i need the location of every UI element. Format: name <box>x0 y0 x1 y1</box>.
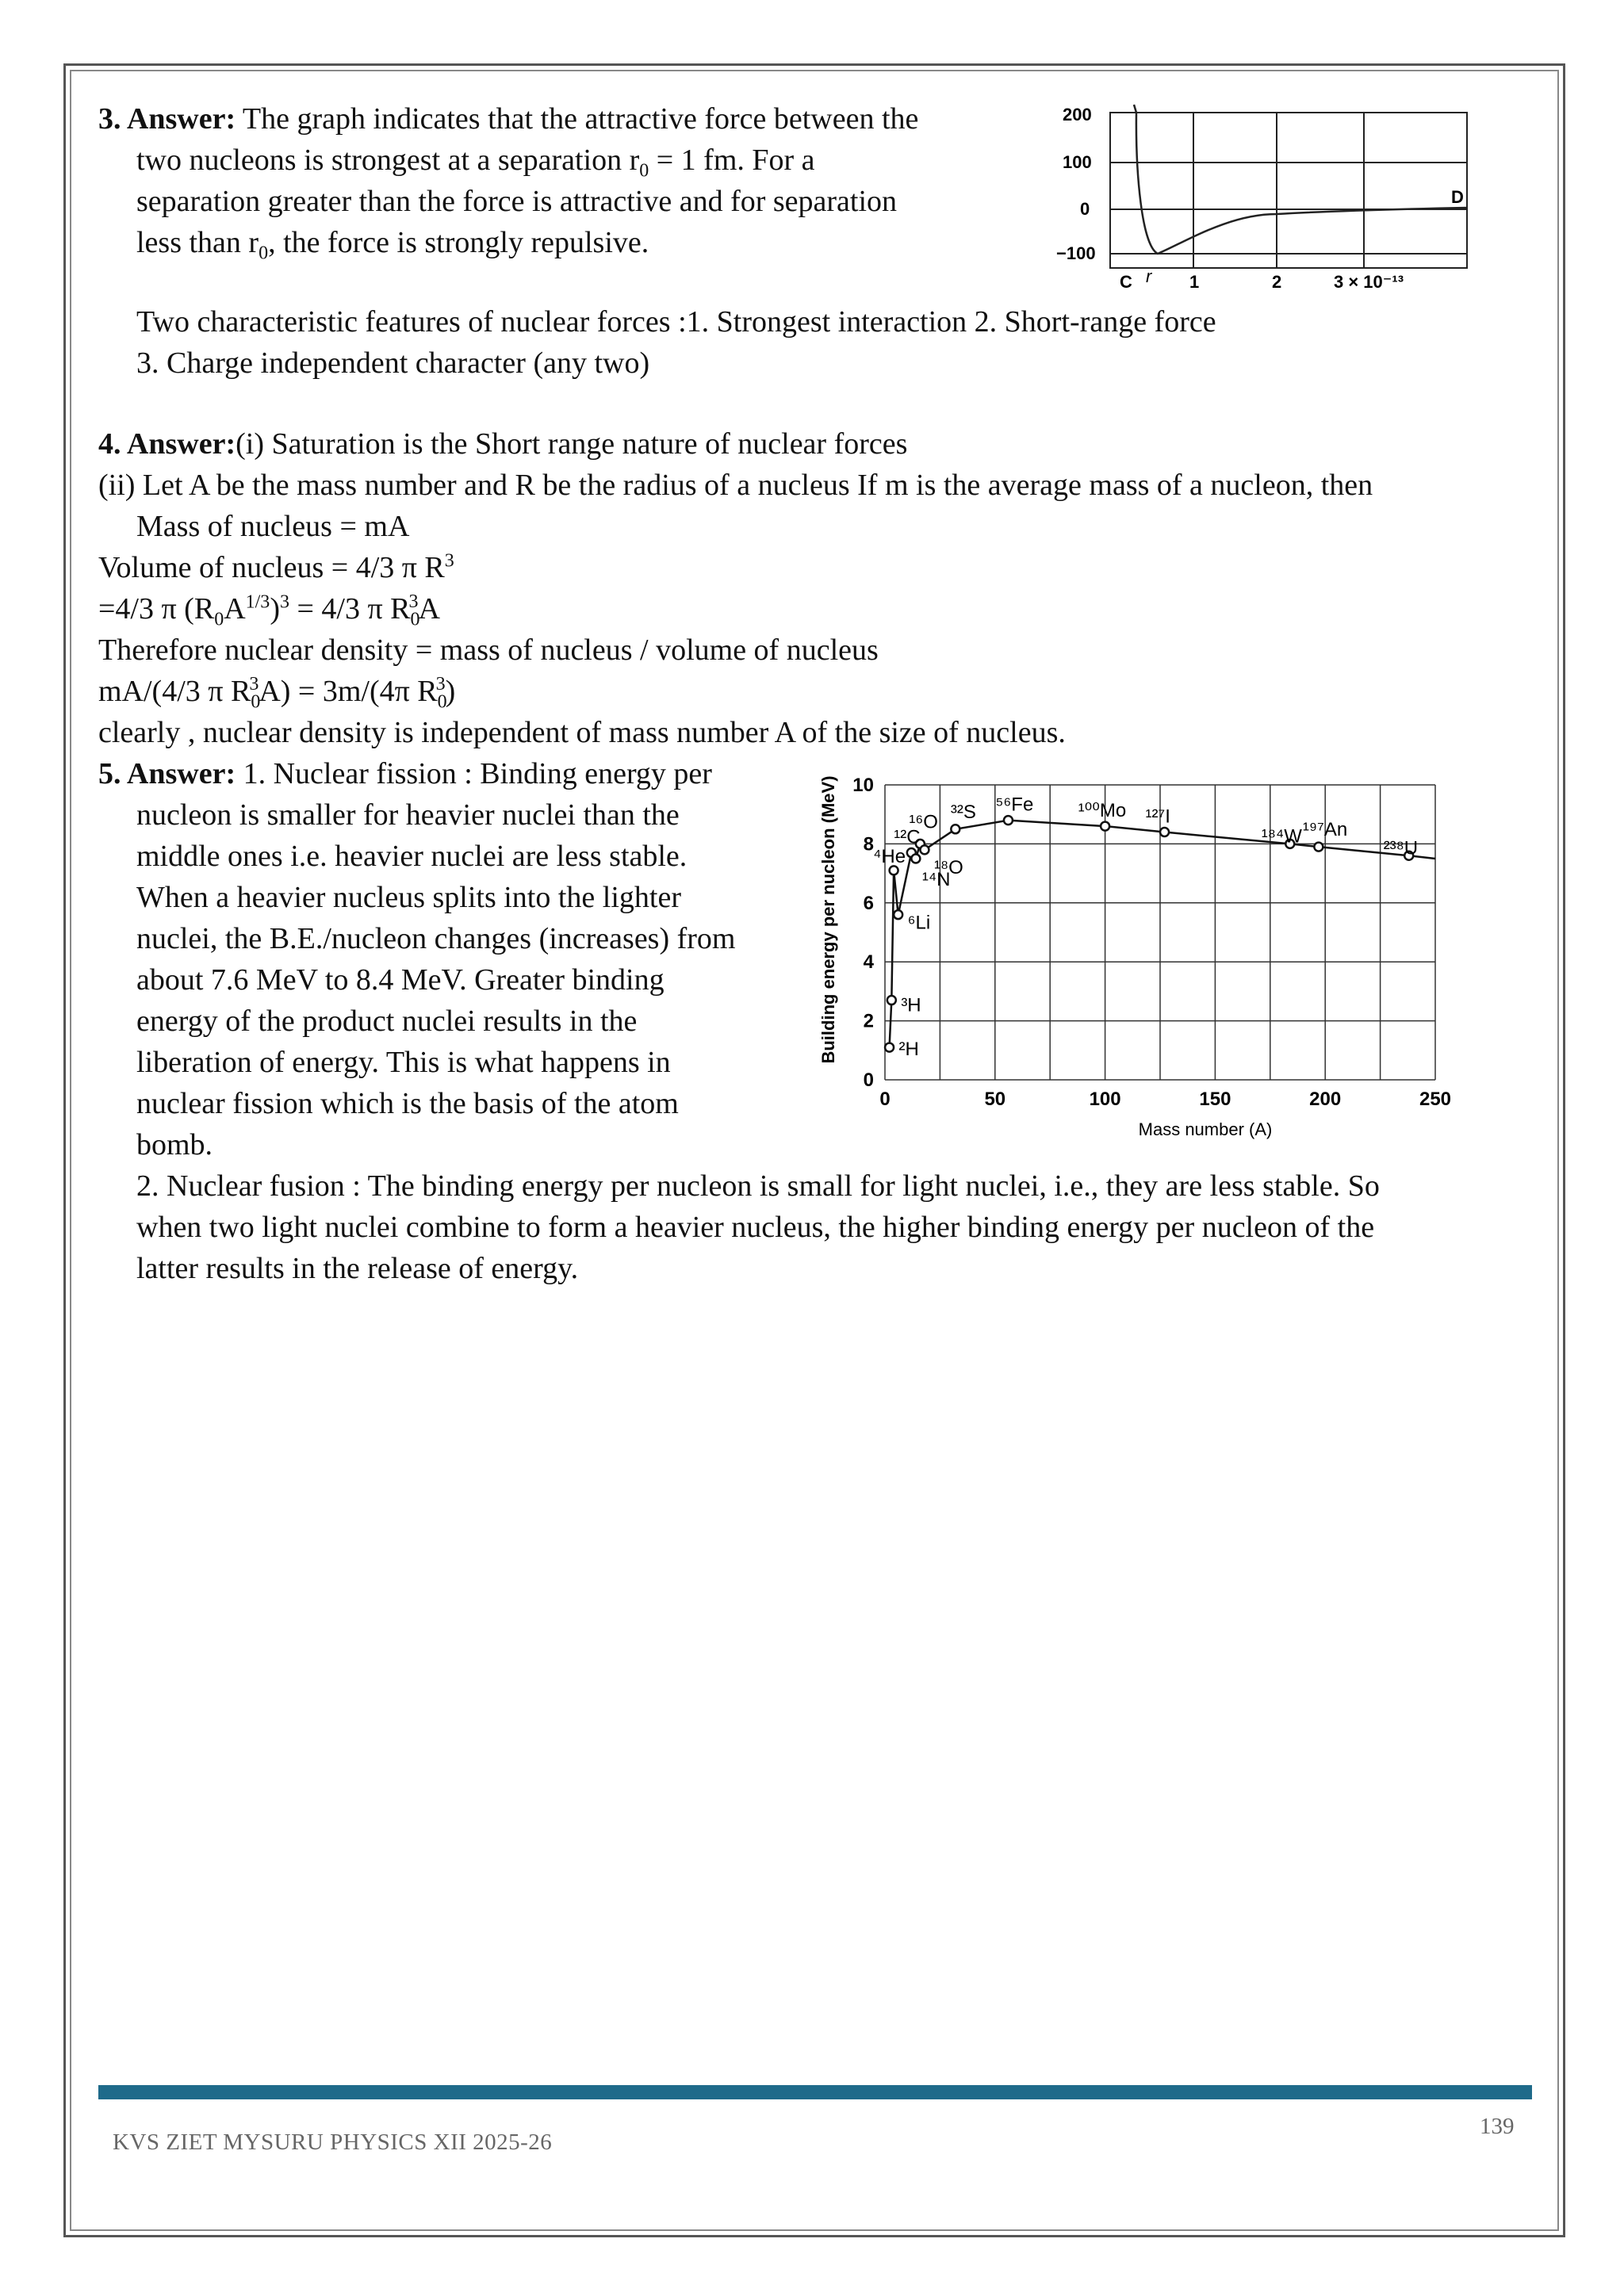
point-label: ¹⁸O <box>933 856 963 878</box>
data-point <box>920 845 929 854</box>
q5-text-1: 1. Nuclear fission : Binding energy per <box>236 757 712 790</box>
q3-text-2a: two nucleons is strongest at a separation r <box>136 144 640 177</box>
data-point <box>887 996 896 1004</box>
point-label: ¹²C <box>894 826 921 848</box>
x-tick-label: 0 <box>879 1089 891 1110</box>
x-tick-label: 150 <box>1199 1089 1231 1110</box>
q4-text-7b: A) = 3m/(4π R <box>259 675 438 708</box>
graph-y-tick-200: 200 <box>1063 105 1092 124</box>
q3-label: 3. Answer: <box>98 102 236 136</box>
point-label: ³²S <box>950 801 976 823</box>
q5-line-6: about 7.6 MeV to 8.4 MeV. Greater binding <box>136 963 665 997</box>
point-label: ²³⁸U <box>1383 837 1419 859</box>
q5-fusion-3: latter results in the release of energy. <box>136 1252 579 1285</box>
page-border-inner <box>70 70 1559 2231</box>
page-number: 139 <box>1480 2114 1515 2139</box>
q4-sup-5a: 1/3 <box>245 591 270 613</box>
y-tick-label: 0 <box>863 1070 874 1091</box>
q5-line-7: energy of the product nuclei results in the <box>136 1004 638 1038</box>
q4-text-5a: =4/3 π (R <box>98 592 215 626</box>
data-point <box>890 866 898 874</box>
graph-x-label-2: 2 <box>1272 272 1282 292</box>
chart-series-line <box>890 821 1435 1047</box>
q5-line-5: nuclei, the B.E./nucleon changes (increases) from <box>136 922 736 955</box>
q4-sub-7b: 0 <box>437 691 447 713</box>
q4-line-7 <box>98 671 455 712</box>
y-tick-label: 4 <box>863 951 874 974</box>
data-point <box>911 855 920 863</box>
q5-line-4: When a heavier nucleus splits into the lighter <box>136 881 681 914</box>
graph-x-label-c: C <box>1120 272 1132 292</box>
point-label: ⁶Li <box>907 912 931 934</box>
graph-point-d: D <box>1451 187 1464 207</box>
point-label: ¹⁹⁷An <box>1302 819 1348 841</box>
graph-x-label-1: 1 <box>1189 272 1200 292</box>
q4-text-5e: A <box>418 592 440 626</box>
point-label: ⁵⁶Fe <box>995 794 1034 816</box>
q4-line-4 <box>98 547 454 588</box>
q4-text-5b: A <box>224 592 246 626</box>
q5-label: 5. Answer: <box>98 757 236 790</box>
point-label: ²H <box>898 1039 919 1061</box>
q3-line-3: separation greater than the force is attractive and for separation <box>136 185 898 218</box>
q5-line-3: middle ones i.e. heavier nuclei are less stable. <box>136 840 688 873</box>
q3-text-4a: less than r <box>136 226 259 259</box>
q4-sup-7b: 3 <box>435 674 446 695</box>
data-point <box>1314 843 1323 851</box>
q4-line-6: Therefore nuclear density = mass of nucleus / volume of nucleus <box>98 633 879 667</box>
point-label: ¹⁸⁴W <box>1261 825 1302 848</box>
q5-line-10: bomb. <box>136 1128 213 1161</box>
q4-sub-5b: 0 <box>410 609 420 630</box>
graph-x-label-3: 3 × 10⁻¹³ <box>1334 272 1404 292</box>
point-label: ⁴He <box>873 845 906 867</box>
data-point <box>885 1043 894 1052</box>
force-curve <box>1136 113 1467 254</box>
q3-text-2b: = 1 fm. For a <box>649 144 815 177</box>
point-label: ³H <box>901 994 921 1016</box>
q4-sub-7a: 0 <box>251 691 261 713</box>
graph-y-tick-neg100: −100 <box>1056 243 1096 263</box>
q5-line-2: nucleon is smaller for heavier nuclei than the <box>136 798 680 832</box>
point-label: ¹⁶O <box>909 811 938 833</box>
point-label: ¹⁰⁰Mo <box>1078 800 1127 822</box>
q3-line-1 <box>98 98 918 140</box>
x-tick-label: 100 <box>1089 1089 1121 1110</box>
q5-fusion-1: 2. Nuclear fusion : The binding energy per nucleon is small for light nuclei, i.e., they are less stable. So <box>136 1169 1380 1203</box>
q3-features-1: Two characteristic features of nuclear forces :1. Strongest interaction 2. Short-range force <box>136 305 1216 339</box>
graph-y-tick-100: 100 <box>1063 152 1092 172</box>
y-tick-label: 10 <box>852 775 874 796</box>
y-tick-label: 2 <box>863 1010 874 1032</box>
q3-text-4b: , the force is strongly repulsive. <box>268 226 649 259</box>
binding-energy-chart <box>817 761 1467 1142</box>
q5-line-9: nuclear fission which is the basis of the atom <box>136 1087 679 1120</box>
q4-text-1: (i) Saturation is the Short range nature of nuclear forces <box>236 427 908 461</box>
q4-text-4a: Volume of nucleus = 4/3 π R <box>98 551 445 584</box>
q5-fusion-2: when two light nuclei combine to form a heavier nucleus, the higher binding energy per nucleon of the <box>136 1211 1375 1244</box>
data-point <box>894 910 902 919</box>
q4-sup-4: 3 <box>444 550 454 572</box>
q4-label: 4. Answer: <box>98 427 236 461</box>
x-tick-label: 250 <box>1419 1089 1452 1110</box>
data-point <box>1101 822 1109 831</box>
q4-text-7c: ) <box>445 675 456 708</box>
q4-sup-7a: 3 <box>249 674 259 695</box>
q3-sub-2: 0 <box>639 160 649 182</box>
q3-text-1: The graph indicates that the attractive force between the <box>236 102 919 136</box>
chart-x-axis-label: Mass number (A) <box>1138 1119 1273 1139</box>
q4-line-2: (ii) Let A be the mass number and R be the radius of a nucleus If m is the average mass of a nucleon, then <box>98 469 1373 502</box>
q4-text-7a: mA/(4/3 π R <box>98 675 251 708</box>
q3-features-2: 3. Charge independent character (any two) <box>136 346 650 380</box>
q4-text-5d: = 4/3 π R <box>289 592 411 626</box>
x-tick-label: 200 <box>1309 1089 1342 1110</box>
x-tick-label: 50 <box>984 1089 1006 1110</box>
graph-x-label-r: r <box>1146 266 1152 286</box>
point-label: ¹⁴N <box>921 869 951 890</box>
q4-line-1 <box>98 423 907 465</box>
q3-line-2 <box>136 140 815 181</box>
data-point <box>951 825 959 833</box>
q3-sub-4: 0 <box>259 243 269 264</box>
q4-line-8: clearly , nuclear density is independent of mass number A of the size of nucleus. <box>98 716 1066 749</box>
q5-line-1 <box>98 753 712 794</box>
q4-sub-5a: 0 <box>214 609 224 630</box>
binding-energy-curve <box>890 821 1435 1047</box>
y-tick-label: 6 <box>863 892 874 914</box>
footer-text: KVS ZIET MYSURU PHYSICS XII 2025-26 <box>113 2130 553 2155</box>
q4-sup-5c: 3 <box>408 591 419 613</box>
q4-line-5 <box>98 588 440 629</box>
chart-points <box>885 816 1413 1051</box>
nuclear-force-graph <box>1047 95 1491 293</box>
q4-sup-5b: 3 <box>279 591 289 613</box>
q4-text-5c: ) <box>270 592 280 626</box>
chart-y-axis-label: Building energy per nucleon (MeV) <box>818 775 838 1064</box>
point-label: ¹²⁷I <box>1145 806 1170 828</box>
q3-line-4 <box>136 222 649 263</box>
data-point <box>1160 828 1169 836</box>
q5-line-8: liberation of energy. This is what happens in <box>136 1046 671 1079</box>
y-tick-label: 8 <box>863 833 874 855</box>
q4-line-3: Mass of nucleus = mA <box>136 510 410 543</box>
footer-bar <box>98 2085 1532 2099</box>
data-point <box>1004 816 1013 825</box>
graph-y-tick-0: 0 <box>1080 199 1090 219</box>
